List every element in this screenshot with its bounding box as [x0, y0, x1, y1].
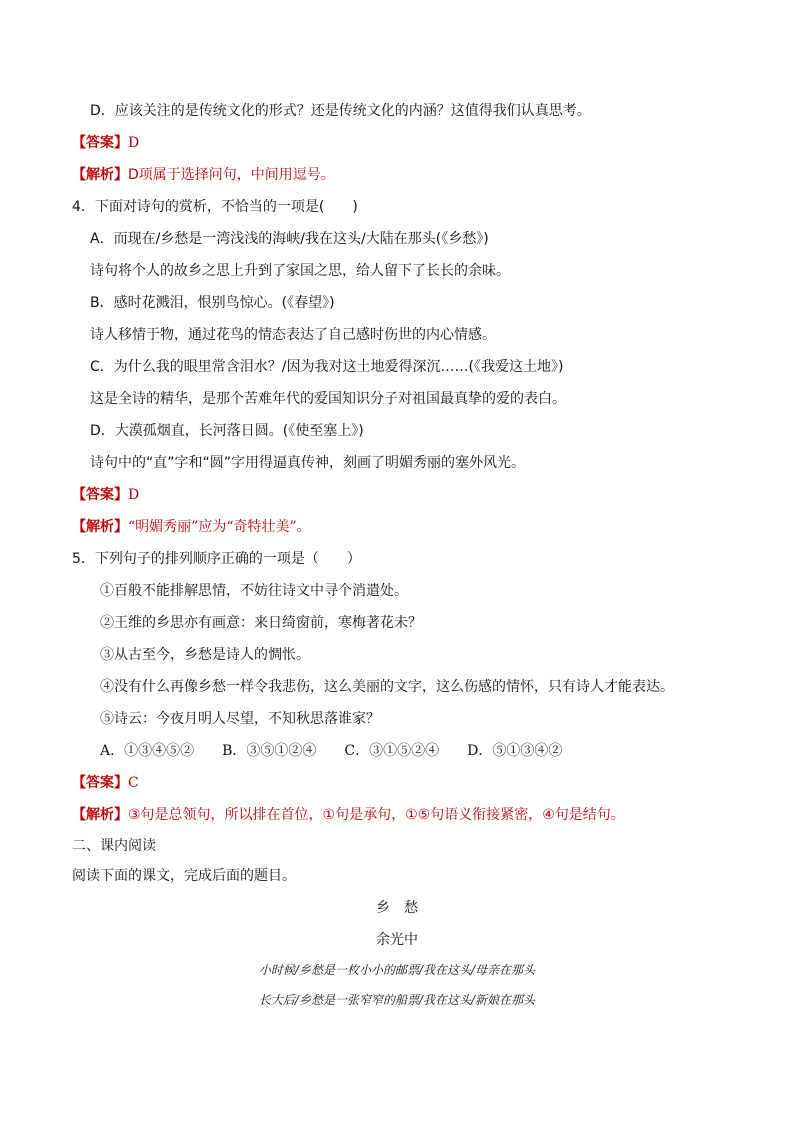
q4-option-c-note: 这是全诗的精华，是那个苦难年代的爱国知识分子对祖国最真挚的爱的表白。 — [90, 391, 566, 407]
section-heading: 二、课内阅读 — [72, 838, 156, 854]
q4-option-b-note: 诗人移情于物，通过花鸟的情态表达了自己感时伤世的内心情感。 — [90, 327, 496, 343]
q4-analysis — [72, 517, 311, 537]
poem-title: 乡 愁 — [376, 900, 418, 916]
q5-sentence-1: ①百般不能排解思情，不妨往诗文中寻个消遣处。 — [100, 583, 408, 599]
q4-option-d: D．大漠孤烟直，长河落日圆。(《使至塞上》) — [90, 423, 364, 439]
analysis-text: “明媚秀丽”应为“奇特壮美”。 — [128, 519, 311, 535]
poem-line: 长大后/乡愁是一张窄窄的船票/我在这头/新娘在那头 — [258, 993, 536, 1007]
answer-value: D — [128, 135, 140, 151]
q3-analysis — [72, 165, 335, 185]
answer-value: D — [128, 487, 140, 503]
analysis-label: 【解析】 — [72, 167, 128, 183]
q4-answer — [72, 485, 139, 505]
q3-option-d: D．应该关注的是传统文化的形式？还是传统文化的内涵？这值得我们认真思考。 — [90, 103, 591, 119]
q4-option-a-note: 诗句将个人的故乡之思上升到了家国之思，给人留下了长长的余味。 — [90, 263, 510, 279]
q5-sentence-2: ②王维的乡思亦有画意：来日绮窗前，寒梅著花未？ — [100, 615, 422, 631]
q5-stem: 5．下列句子的排列顺序正确的一项是（ ） — [72, 551, 361, 567]
answer-label: 【答案】 — [72, 135, 128, 151]
analysis-label: 【解析】 — [72, 807, 128, 823]
answer-value: C — [128, 775, 139, 791]
q3-answer — [72, 133, 139, 153]
analysis-label: 【解析】 — [72, 519, 128, 535]
poem-line: 小时候/乡愁是一枚小小的邮票/我在这头/母亲在那头 — [258, 963, 536, 977]
q5-answer — [72, 773, 139, 793]
answer-label: 【答案】 — [72, 775, 128, 791]
q4-option-b: B．感时花溅泪，恨别鸟惊心。(《春望》) — [90, 295, 335, 311]
q4-stem: 4．下面对诗句的赏析，不恰当的一项是( ) — [72, 199, 358, 215]
q5-sentence-5: ⑤诗云：今夜月明人尽望，不知秋思落谁家？ — [100, 711, 380, 727]
q4-option-d-note: 诗句中的“直”字和“圆”字用得逼真传神，刻画了明媚秀丽的塞外风光。 — [90, 455, 526, 471]
q4-option-c: C．为什么我的眼里常含泪水？/因为我对这土地爱得深沉……(《我爱这土地》) — [90, 359, 564, 375]
poem-author: 余光中 — [376, 932, 418, 948]
analysis-text: D项属于选择问句，中间用逗号。 — [128, 167, 335, 183]
q4-option-a: A．而现在/乡愁是一湾浅浅的海峡/我在这头/大陆在那头(《乡愁》) — [90, 231, 489, 247]
q5-options: A．①③④⑤② B．③⑤①②④ C．③①⑤②④ D．⑤①③④② — [100, 743, 563, 759]
q5-sentence-4: ④没有什么再像乡愁一样令我悲伤，这么美丽的文字，这么伤感的情怀，只有诗人才能表达。 — [100, 679, 674, 695]
q5-sentence-3: ③从古至今，乡愁是诗人的惆怅。 — [100, 647, 310, 663]
section-instruction: 阅读下面的课文，完成后面的题目。 — [72, 868, 296, 884]
answer-label: 【答案】 — [72, 487, 128, 503]
analysis-text: ③句是总领句，所以排在首位，①句是承句，①⑤句语义衔接紧密，④句是结句。 — [128, 807, 625, 823]
q5-analysis — [72, 805, 625, 825]
